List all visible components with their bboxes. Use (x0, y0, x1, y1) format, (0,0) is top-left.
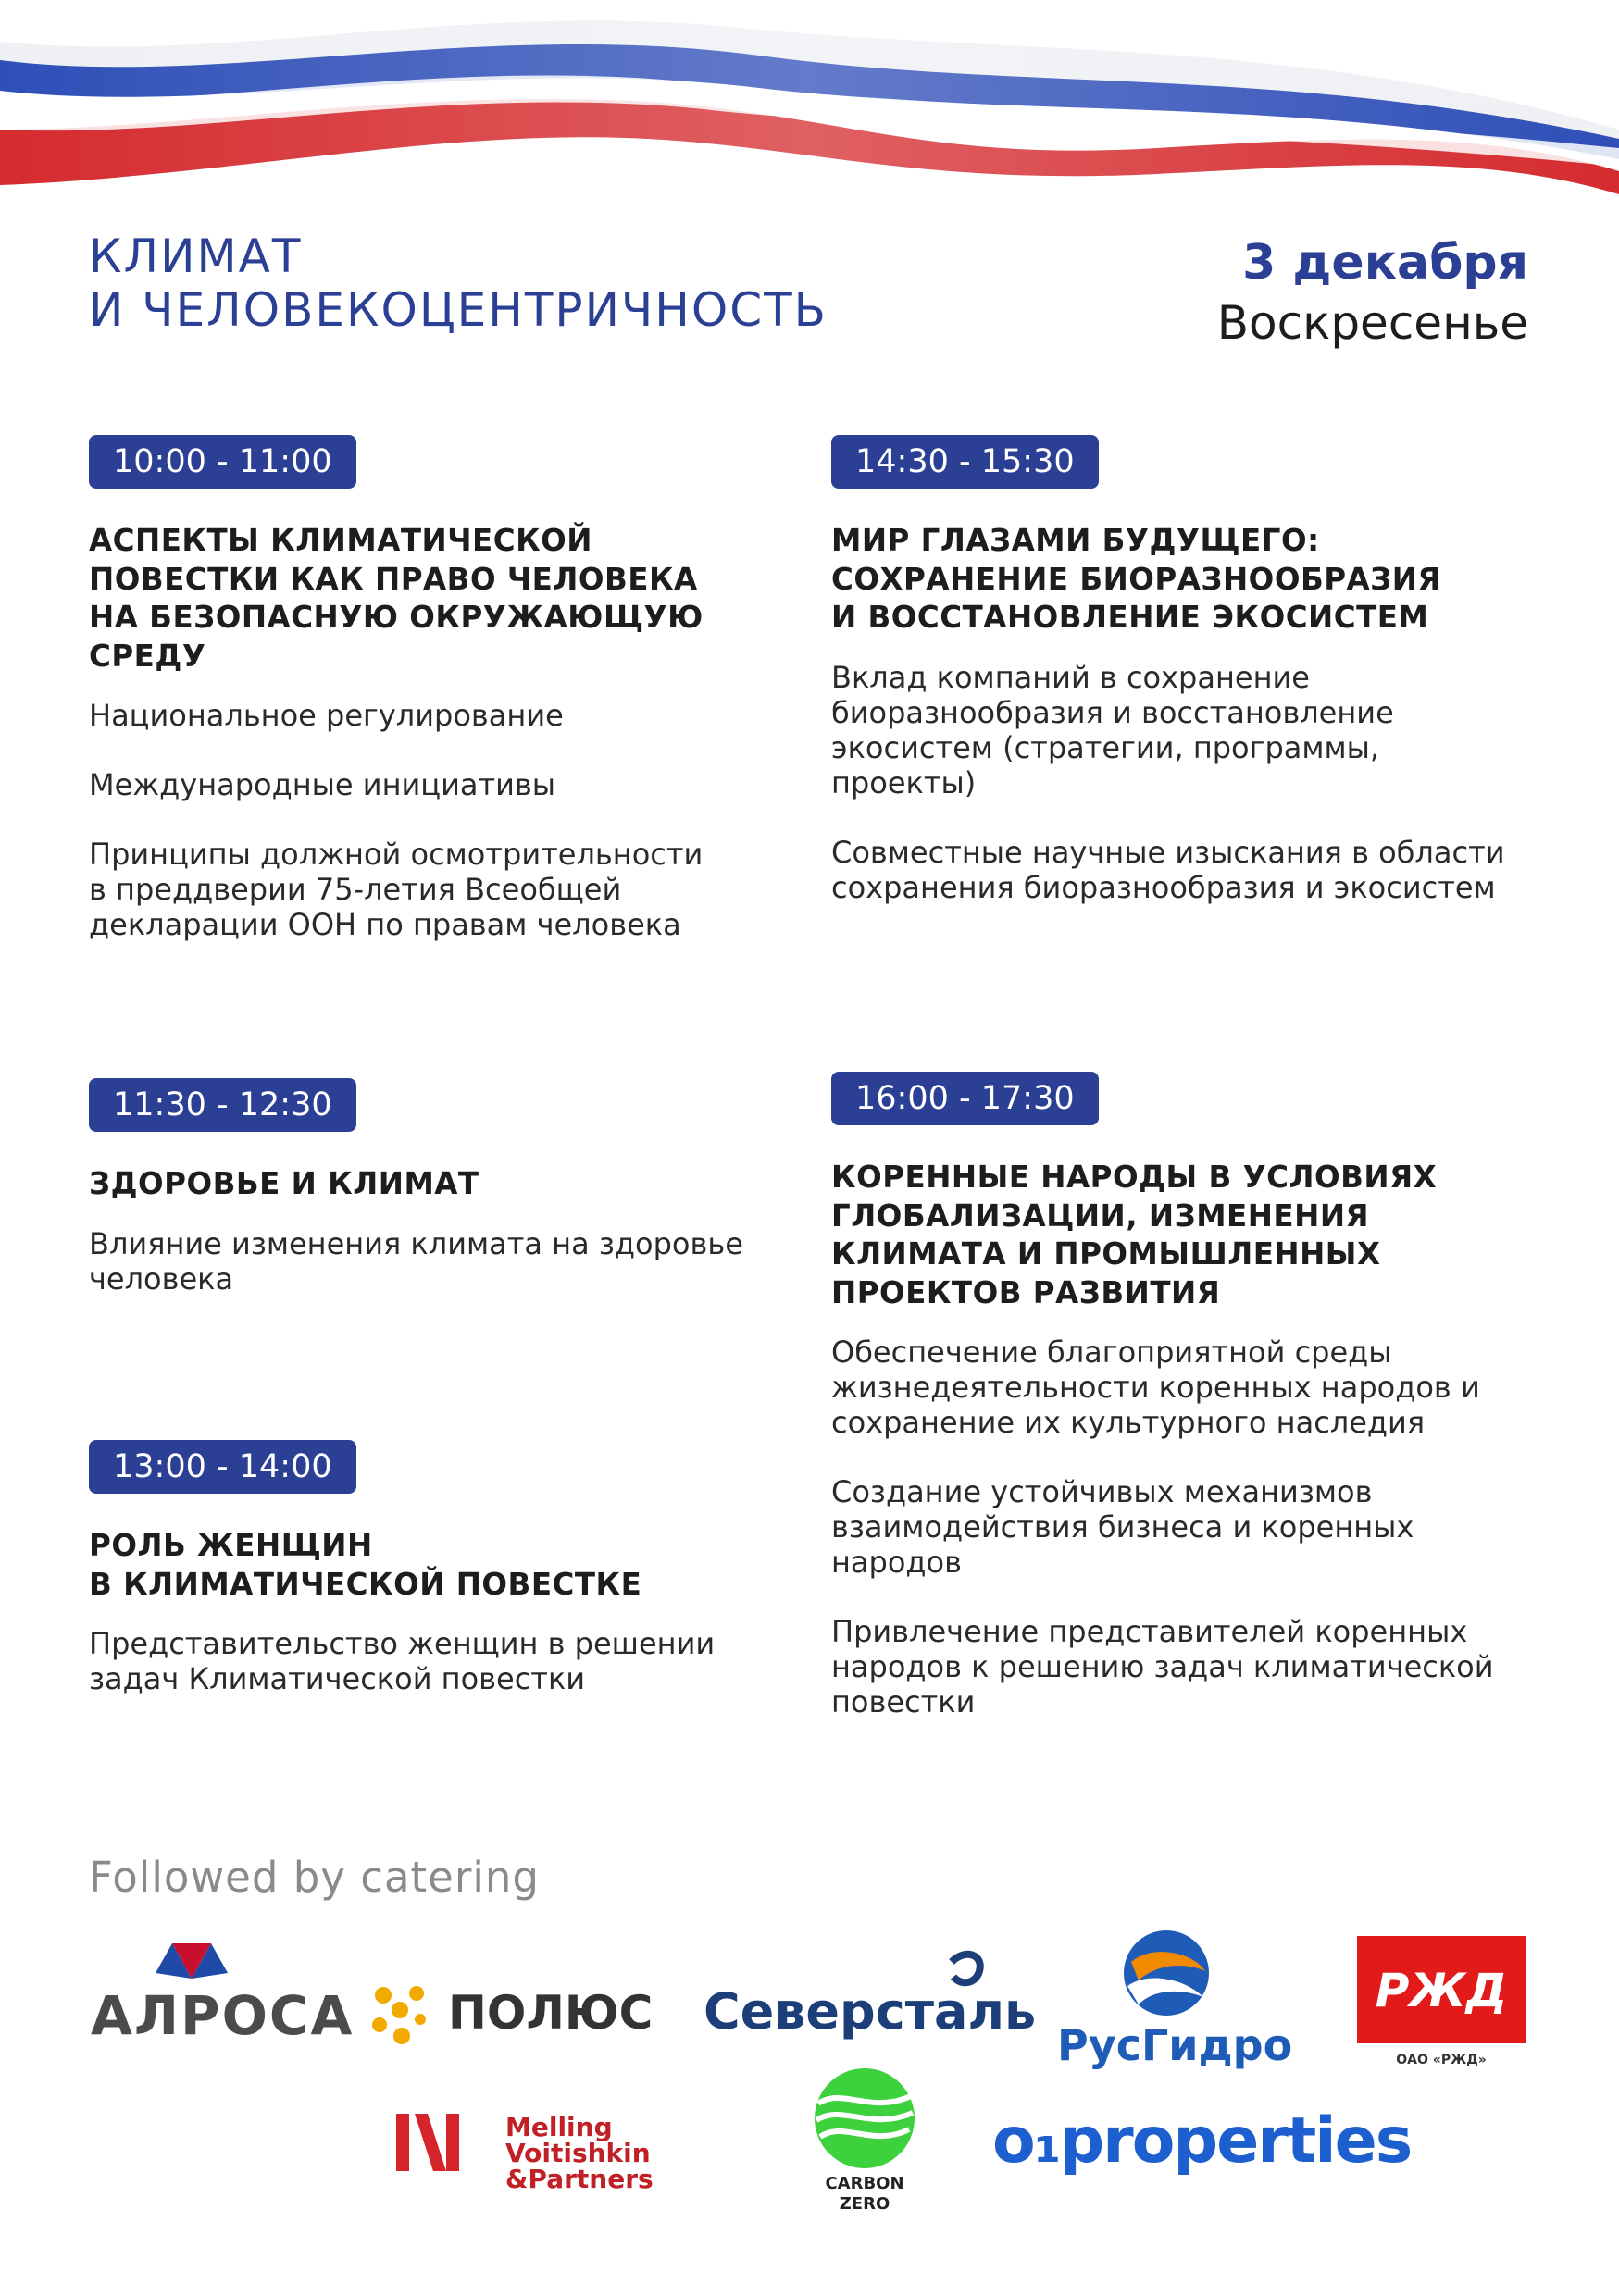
session-title-line: КОРЕННЫЕ НАРОДЫ В УСЛОВИЯХ (831, 1160, 1438, 1195)
topic-line: Создание устойчивых механизмов (831, 1474, 1373, 1509)
alrosa-wordmark: АЛРОСА (91, 1984, 355, 2047)
session-time-badge: 10:00 - 11:00 (89, 435, 356, 489)
session-topics (831, 660, 1526, 905)
rzd-logo (1353, 1932, 1529, 2071)
session-topic (831, 1614, 1526, 1719)
severstal-logo (702, 1943, 1037, 2045)
severstal-wordmark: Северсталь (704, 1982, 1037, 2041)
session-block (89, 1440, 783, 1731)
session-title (831, 1159, 1526, 1312)
session-title-line: АСПЕКТЫ КЛИМАТИЧЕСКОЙ (89, 523, 592, 558)
polyus-sun-icon (372, 1986, 426, 2044)
melling-logo (394, 2101, 672, 2193)
session-title-line: И ВОССТАНОВЛЕНИЕ ЭКОСИСТЕМ (831, 600, 1429, 635)
melling-wordmark-line: &Partners (505, 2164, 654, 2194)
session-topic (89, 1226, 783, 1297)
topic-line: задач Климатической повестки (89, 1661, 586, 1696)
weekday-label: Воскресенье (1216, 296, 1528, 350)
rzd-mark: РЖД (1375, 1964, 1508, 2017)
session-topic (89, 698, 783, 733)
session-topic (831, 660, 1526, 800)
topic-line: Представительство женщин в решении (89, 1626, 716, 1661)
topic-line: Обеспечение благоприятной среды (831, 1334, 1392, 1370)
session-title (831, 522, 1526, 638)
topic-line: Привлечение представителей коренных (831, 1614, 1468, 1649)
session-time-badge: 14:30 - 15:30 (831, 435, 1099, 489)
topic-line: Влияние изменения климата на здоровье (89, 1225, 743, 1261)
carbon-zero-logo (805, 2059, 926, 2216)
polyus-wordmark: ПОЛЮС (448, 1986, 654, 2040)
session-title-line: РОЛЬ ЖЕНЩИН (89, 1528, 373, 1563)
session-block (831, 435, 1526, 939)
topic-line: сохранения биоразнообразия и экосистем (831, 869, 1496, 905)
topic-line: Принципы должной осмотрительности (89, 837, 704, 872)
session-title-line: СОХРАНЕНИЕ БИОРАЗНООБРАЗИЯ (831, 561, 1442, 597)
topic-line: жизнедеятельности коренных народов и (831, 1370, 1480, 1405)
carbon-zero-wordmark-line: ZERO (839, 2194, 890, 2214)
title-line: И ЧЕЛОВЕКОЦЕНТРИЧНОСТЬ (89, 283, 828, 337)
session-title-line: ЗДОРОВЬЕ И КЛИМАТ (89, 1166, 479, 1201)
topic-line: Совместные научные изыскания в области (831, 834, 1505, 870)
session-time-badge: 13:00 - 14:00 (89, 1440, 356, 1494)
date-label: 3 декабря (1242, 235, 1528, 291)
topic-line: сохранение их культурного наследия (831, 1405, 1426, 1440)
topic-line: повестки (831, 1684, 976, 1719)
session-topic (89, 767, 783, 802)
topic-line: народов (831, 1545, 962, 1580)
o1-properties-logo (990, 2101, 1416, 2184)
session-title-line: НА БЕЗОПАСНУЮ ОКРУЖАЮЩУЮ (89, 600, 704, 635)
melling-wordmark-line: Melling (505, 2112, 613, 2142)
event-date (1217, 233, 1528, 354)
topic-line: Национальное регулирование (89, 698, 564, 733)
session-topic (831, 835, 1526, 905)
session-block (89, 435, 783, 976)
session-title (89, 1527, 783, 1604)
topic-line: проекты) (831, 764, 977, 800)
topic-line: декларации ООН по правам человека (89, 907, 681, 942)
topic-line: Международные инициативы (89, 767, 556, 802)
topic-line: экосистем (стратегии, программы, (831, 729, 1380, 765)
session-topic (831, 1334, 1526, 1440)
session-title (89, 1165, 783, 1204)
session-topics (831, 1334, 1526, 1719)
topic-line: биоразнообразия и восстановление (831, 694, 1394, 730)
session-topics (89, 698, 783, 942)
session-title-line: ПОВЕСТКИ КАК ПРАВО ЧЕЛОВЕКА (89, 561, 698, 597)
session-block (831, 1072, 1526, 1754)
session-topic (831, 1474, 1526, 1580)
session-topic (89, 1626, 783, 1696)
melling-wordmark-line: Voitishkin (505, 2138, 651, 2168)
rzd-caption: ОАО «РЖД» (1396, 2053, 1487, 2067)
session-title-line: КЛИМАТА И ПРОМЫШЛЕННЫХ (831, 1236, 1381, 1272)
alrosa-logo (89, 1934, 355, 2047)
rushydro-logo (1055, 1925, 1293, 2073)
session-title-line: МИР ГЛАЗАМИ БУДУЩЕГО: (831, 523, 1320, 558)
topic-line: в преддверии 75-летия Всеобщей (89, 872, 622, 907)
carbon-zero-wordmark-line: CARBON (825, 2174, 904, 2193)
title-line: КЛИМАТ (89, 230, 303, 283)
topic-line: народов к решению задач климатической (831, 1649, 1494, 1684)
topic-line: Вклад компаний в сохранение (831, 659, 1310, 695)
topic-line: человека (89, 1260, 234, 1297)
melling-mark-icon (396, 2114, 459, 2171)
catering-note: Followed by catering (89, 1853, 540, 1902)
session-time-badge: 11:30 - 12:30 (89, 1078, 356, 1132)
session-topics (89, 1226, 783, 1297)
session-title-line: ПРОЕКТОВ РАЗВИТИЯ (831, 1274, 1221, 1310)
flag-ribbon (0, 0, 1619, 213)
polyus-logo (363, 1971, 659, 2054)
session-block (89, 1078, 783, 1331)
session-title-line: СРЕДУ (89, 638, 206, 674)
severstal-mark-icon (952, 1955, 980, 1982)
topic-line: взаимодействия бизнеса и коренных (831, 1509, 1414, 1545)
session-topics (89, 1626, 783, 1696)
session-title-line: ГЛОБАЛИЗАЦИИ, ИЗМЕНЕНИЯ (831, 1198, 1370, 1234)
o1-wordmark: o₁properties (992, 2104, 1412, 2178)
rushydro-wordmark: РусГидро (1057, 2020, 1293, 2070)
page-title (89, 230, 828, 337)
session-time-badge: 16:00 - 17:30 (831, 1072, 1099, 1125)
session-title-line: В КЛИМАТИЧЕСКОЙ ПОВЕСТКЕ (89, 1566, 642, 1602)
session-title (89, 522, 783, 676)
session-topic (89, 837, 783, 942)
